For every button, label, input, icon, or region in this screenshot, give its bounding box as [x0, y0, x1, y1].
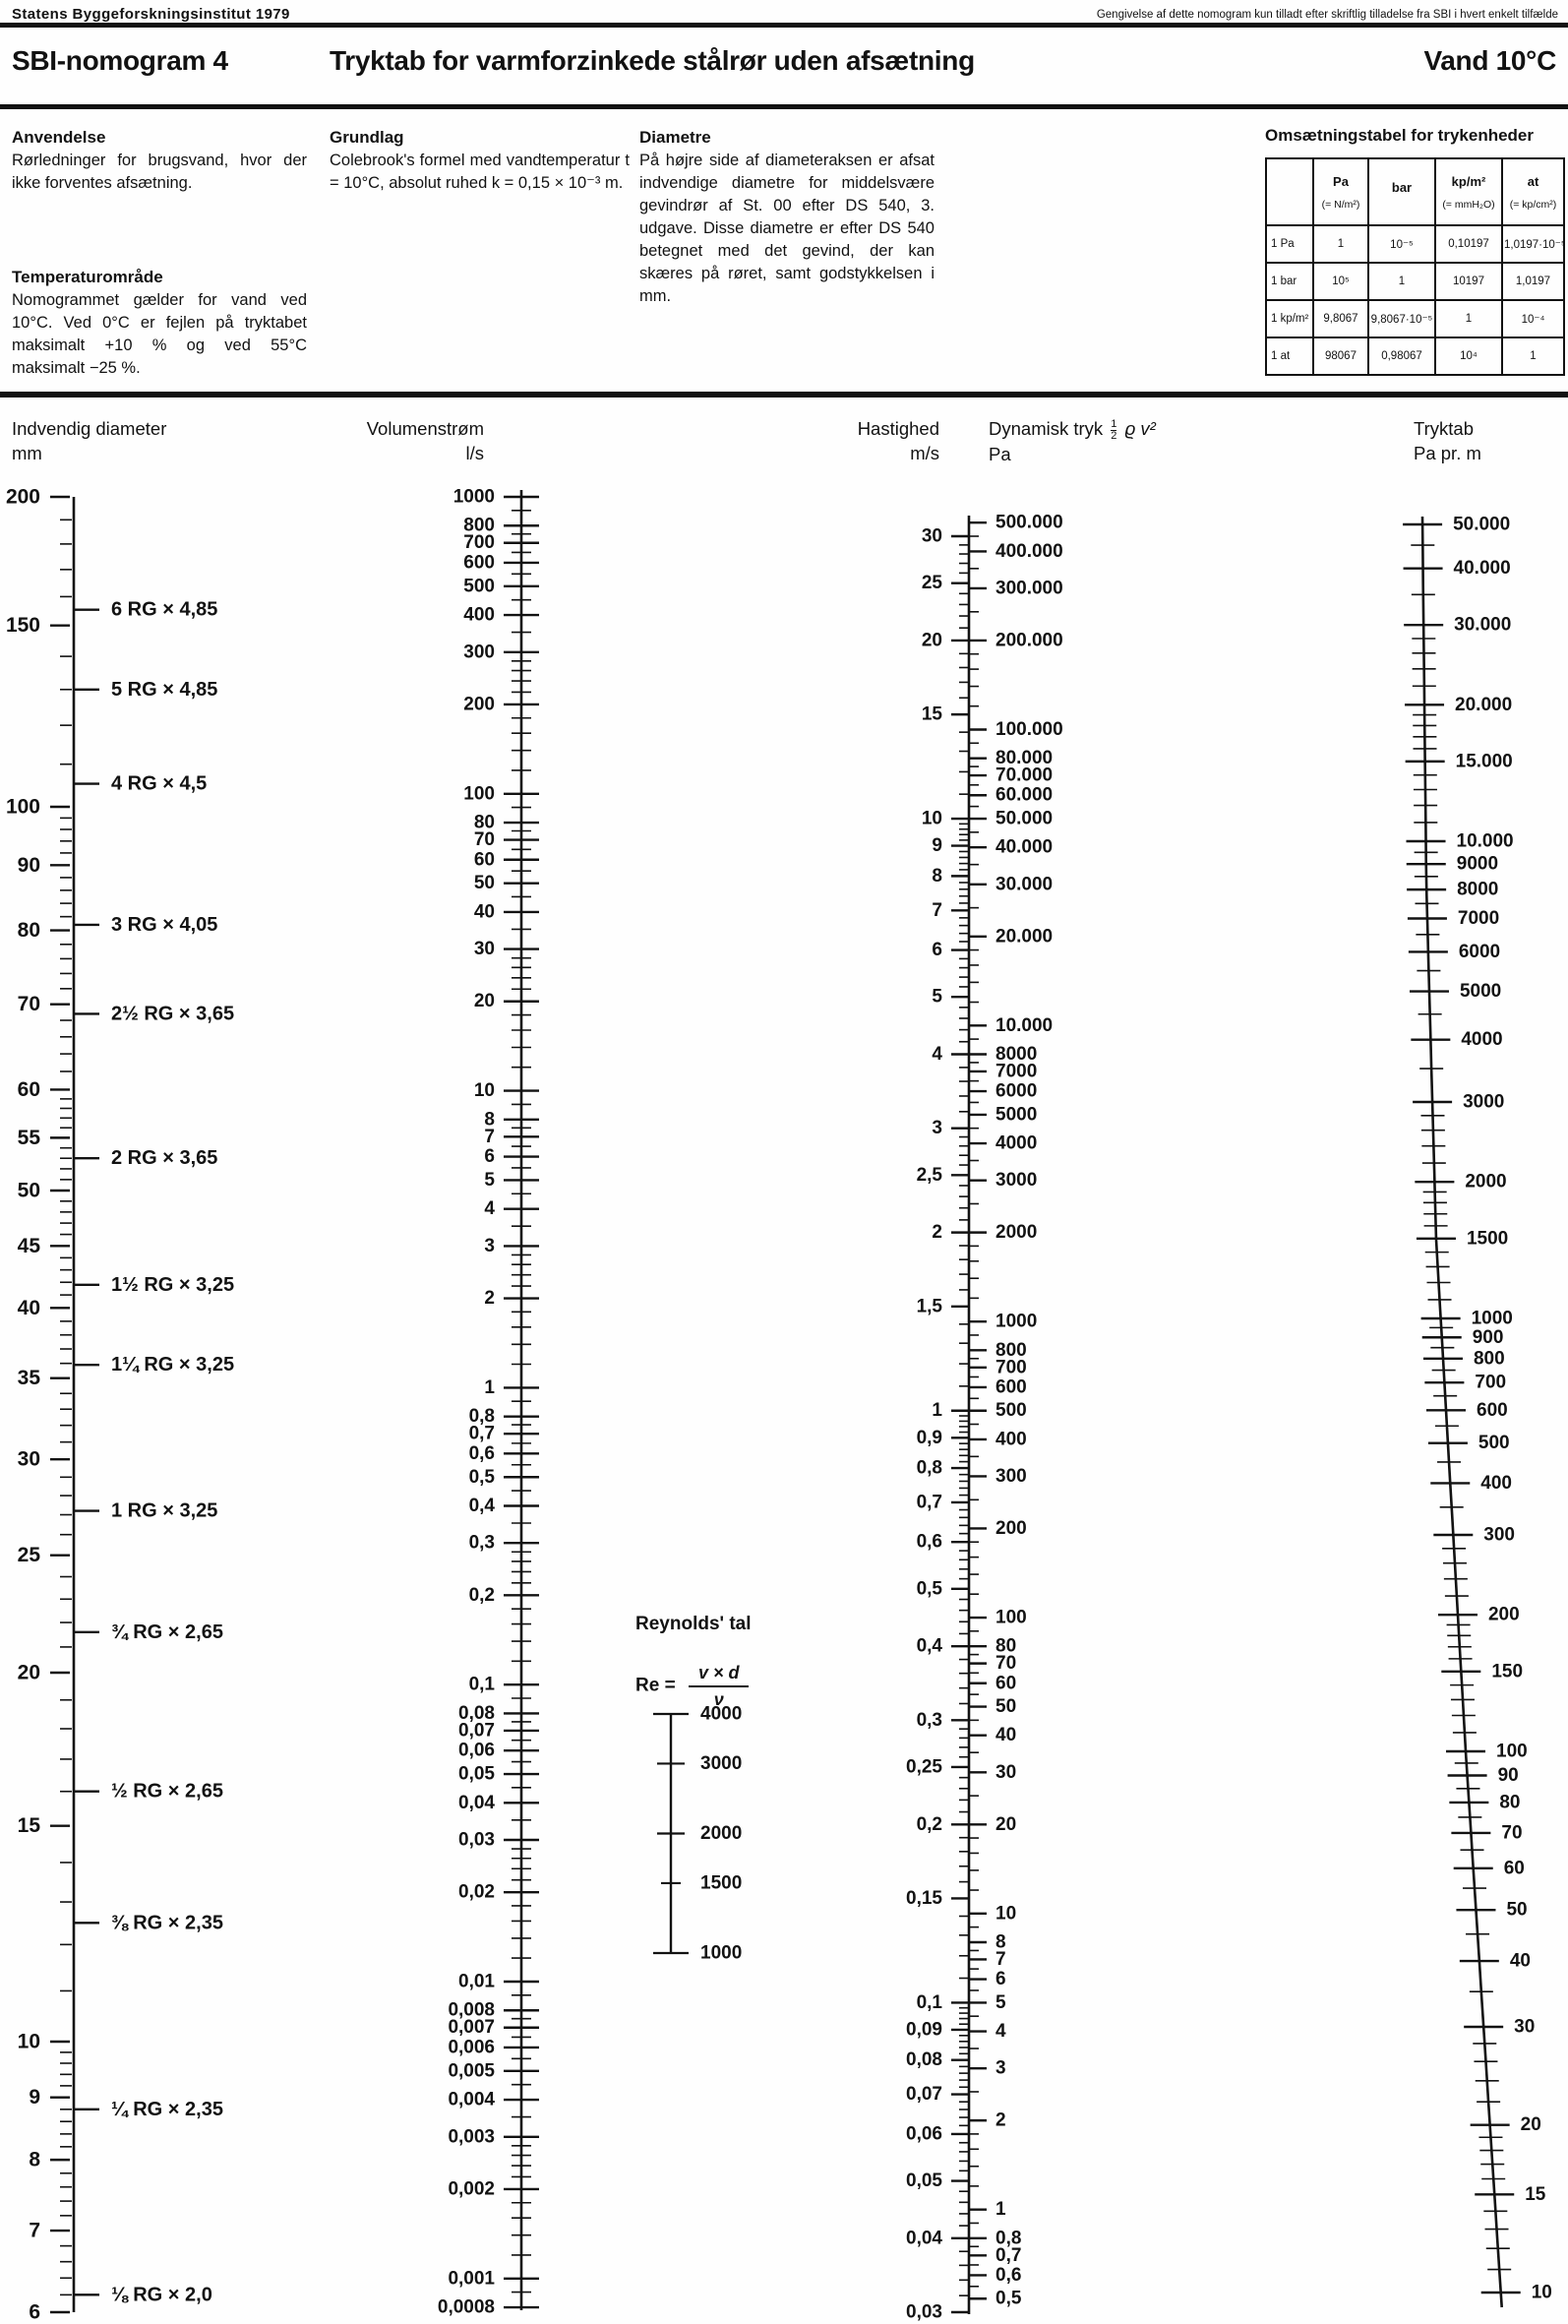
velocity-tick-label: 1,5: [916, 1296, 942, 1317]
volume-tick-label: 200: [463, 694, 495, 715]
velocity-tick-label: 0,4: [916, 1635, 942, 1657]
tryktab-tick-label: 500: [1478, 1433, 1510, 1454]
rg-thread-label: 1¼ RG × 3,25: [111, 1354, 235, 1376]
velocity-tick-label: 3: [932, 1118, 942, 1139]
dynamic-pressure-tick-label: 300: [995, 1465, 1027, 1487]
diameter-tick-label: 70: [17, 993, 40, 1016]
tryktab-tick-label: 10.000: [1456, 830, 1514, 852]
velocity-tick-label: 30: [921, 525, 942, 547]
volume-tick-label: 6: [484, 1146, 495, 1168]
volume-tick-label: 0,4: [468, 1495, 495, 1516]
dynamic-pressure-tick-label: 600: [995, 1376, 1027, 1398]
dynamic-pressure-tick-label: 0,6: [995, 2264, 1022, 2286]
volume-tick-label: 0,003: [448, 2126, 495, 2148]
diameter-tick-label: 45: [17, 1234, 40, 1257]
table-row-label: 1 kp/m²: [1266, 300, 1313, 337]
velocity-tick-label: 25: [921, 573, 942, 594]
velocity-tick-label: 20: [921, 630, 942, 651]
volume-tick-label: 4: [484, 1198, 495, 1220]
table-cell: 98067: [1313, 337, 1368, 375]
dynamic-pressure-tick-label: 500: [995, 1400, 1027, 1422]
volume-tick-label: 0,06: [458, 1740, 495, 1761]
dynamic-pressure-tick-label: 70.000: [995, 764, 1054, 786]
diameter-tick-label: 20: [17, 1661, 40, 1684]
tryktab-tick-label: 150: [1491, 1661, 1524, 1682]
velocity-tick-label: 0,06: [906, 2123, 942, 2145]
velocity-tick-label: 0,25: [906, 1756, 942, 1778]
tryktab-tick-label: 1500: [1466, 1228, 1509, 1250]
tryktab-tick-label: 3000: [1463, 1091, 1505, 1113]
diameter-tick-label: 90: [17, 853, 40, 877]
reynolds-tick-label: 1000: [700, 1942, 743, 1964]
volume-tick-label: 0,004: [448, 2089, 495, 2110]
dynamic-pressure-tick-label: 60.000: [995, 784, 1054, 806]
table-col-header: bar: [1368, 158, 1435, 225]
tryktab-tick-label: 30.000: [1454, 614, 1512, 636]
volume-tick-label: 1: [484, 1376, 495, 1398]
volume-tick-label: 10: [473, 1080, 495, 1102]
dynamic-pressure-tick-label: 5: [995, 1991, 1006, 2013]
velocity-tick-label: 0,3: [916, 1709, 942, 1731]
dynamic-pressure-tick-label: 50: [995, 1696, 1017, 1718]
table-cell: 1: [1313, 225, 1368, 263]
velocity-tick-label: 6: [932, 940, 942, 961]
dynamic-pressure-tick-label: 30: [995, 1761, 1017, 1783]
dynamic-pressure-tick-label: 3: [995, 2057, 1006, 2079]
volume-tick-label: 0,08: [458, 1702, 495, 1724]
rg-thread-label: 6 RG × 4,85: [111, 598, 218, 621]
dynamic-pressure-tick-label: 400: [995, 1429, 1027, 1450]
volume-tick-label: 0,6: [468, 1442, 495, 1464]
volume-tick-label: 0,02: [458, 1881, 495, 1903]
reynolds-lhs: Re =: [635, 1675, 676, 1696]
table-cell: 0,98067: [1368, 337, 1435, 375]
volume-tick-label: 0,008: [448, 1999, 495, 2021]
rg-thread-label: ¼ RG × 2,35: [111, 2098, 223, 2120]
dynamic-pressure-tick-label: 2: [995, 2110, 1006, 2131]
volume-tick-label: 70: [473, 829, 495, 851]
axis-unit: Pa pr. m: [1414, 443, 1481, 463]
volume-tick-label: 0,0008: [437, 2296, 495, 2318]
section-heading: Anvendelse: [12, 128, 106, 147]
velocity-tick-label: 7: [932, 899, 942, 921]
tryktab-tick-label: 40: [1509, 1950, 1531, 1972]
copyright-line: Gengivelse af dette nomogram kun tilladt efter skriftlig tilladelse fra SBI i hvert enkelt tilfælde: [1096, 9, 1558, 21]
diameter-tick-label: 30: [17, 1447, 40, 1471]
velocity-tick-label: 0,6: [916, 1531, 942, 1553]
volume-tick-label: 300: [463, 642, 495, 663]
velocity-tick-label: 0,8: [916, 1457, 942, 1479]
dynamic-pressure-tick-label: 20: [995, 1813, 1017, 1835]
tryktab-tick-label: 15: [1525, 2183, 1546, 2205]
dynamic-pressure-tick-label: 100.000: [995, 719, 1063, 741]
volume-tick-label: 0,002: [448, 2178, 495, 2200]
volume-tick-label: 0,7: [468, 1423, 495, 1444]
dynamic-pressure-tick-label: 3000: [995, 1170, 1038, 1192]
volume-tick-label: 0,001: [448, 2268, 495, 2290]
table-col-header: Pa (= N/m²): [1313, 158, 1368, 225]
diameter-tick-label: 35: [17, 1367, 40, 1390]
diameter-tick-label: 50: [17, 1179, 40, 1202]
table-cell: 0,10197: [1435, 225, 1502, 263]
velocity-tick-label: 15: [921, 703, 942, 725]
table-row-label: 1 Pa: [1266, 225, 1313, 263]
tryktab-tick-label: 15.000: [1455, 751, 1513, 772]
dynamic-pressure-tick-label: 4: [995, 2021, 1006, 2043]
axis-unit: l/s: [465, 443, 484, 463]
velocity-tick-label: 5: [932, 986, 942, 1008]
reynolds-title: Reynolds' tal: [635, 1614, 752, 1634]
volume-tick-label: 0,005: [448, 2060, 495, 2082]
diameter-tick-label: 9: [29, 2086, 40, 2110]
dynamic-pressure-tick-label: 80: [995, 1635, 1017, 1657]
rg-thread-label: 2 RG × 3,65: [111, 1147, 218, 1170]
tryktab-tick-label: 6000: [1458, 941, 1501, 962]
reynolds-numerator: v × d: [697, 1663, 740, 1682]
tryktab-tick-label: 40.000: [1453, 558, 1511, 580]
tryktab-tick-label: 90: [1497, 1765, 1519, 1787]
tryktab-tick-label: 2000: [1465, 1171, 1507, 1193]
dynamic-pressure-tick-label: 400.000: [995, 540, 1063, 562]
diameter-tick-label: 7: [29, 2219, 40, 2242]
section-body: På højre side af diameteraksen er afsat indvendige diametre for middelsvære gevindrør af St. 00 efter DS 540, 3. udgave. Disse diametre er efter DS 540 betegnet med det gevind, der kan skæres på røret, samt godstykkelsen i mm.: [639, 152, 935, 305]
tryktab-tick-label: 1000: [1471, 1308, 1513, 1329]
tryktab-tick-label: 4000: [1461, 1029, 1503, 1051]
volume-tick-label: 3: [484, 1235, 495, 1256]
dynamic-pressure-tick-label: 1000: [995, 1311, 1038, 1332]
dynamic-pressure-tick-label: 0,7: [995, 2244, 1022, 2266]
tryktab-tick-label: 60: [1503, 1858, 1525, 1879]
tryktab-tick-label: 10: [1531, 2282, 1552, 2303]
dynamic-pressure-tick-label: 30.000: [995, 874, 1054, 895]
volume-tick-label: 0,3: [468, 1532, 495, 1554]
volume-tick-label: 0,05: [458, 1763, 495, 1785]
table-col-header: kp/m² (= mmH₂O): [1435, 158, 1502, 225]
volume-tick-label: 0,8: [468, 1406, 495, 1428]
velocity-tick-label: 2,5: [916, 1164, 942, 1186]
section-heading: Grundlag: [330, 128, 404, 147]
diameter-tick-label: 10: [17, 2030, 40, 2053]
table-row-label: 1 at: [1266, 337, 1313, 375]
velocity-tick-label: 0,08: [906, 2049, 942, 2071]
page-title-right: Vand 10°C: [1423, 45, 1556, 76]
table-cell: 1,0197: [1502, 263, 1564, 300]
axis-title-text: Dynamisk tryk: [989, 418, 1104, 439]
rg-thread-label: ⅜ RG × 2,35: [111, 1912, 223, 1934]
rg-thread-label: 3 RG × 4,05: [111, 913, 218, 936]
velocity-tick-label: 1: [932, 1400, 942, 1422]
dynamic-pressure-tick-label: 4000: [995, 1132, 1038, 1154]
volume-tick-label: 0,007: [448, 2017, 495, 2039]
volume-tick-label: 0,5: [468, 1466, 495, 1488]
diameter-tick-label: 80: [17, 919, 40, 943]
table-cell: 10⁵: [1313, 263, 1368, 300]
diameter-tick-label: 25: [17, 1544, 40, 1567]
tryktab-tick-label: 5000: [1459, 981, 1502, 1003]
velocity-tick-label: 9: [932, 835, 942, 857]
dynamic-pressure-tick-label: 700: [995, 1357, 1027, 1378]
tryktab-tick-label: 100: [1496, 1741, 1528, 1762]
diameter-tick-label: 150: [5, 614, 40, 638]
rg-thread-label: 1½ RG × 3,25: [111, 1273, 235, 1296]
volume-tick-label: 800: [463, 515, 495, 536]
volume-tick-label: 30: [473, 939, 495, 960]
axis-unit: mm: [12, 443, 42, 463]
velocity-tick-label: 0,09: [906, 2019, 942, 2041]
tryktab-tick-label: 9000: [1456, 853, 1499, 875]
table-cell: 10⁻⁵: [1368, 225, 1435, 263]
rg-thread-label: 5 RG × 4,85: [111, 678, 218, 701]
rg-thread-label: ½ RG × 2,65: [111, 1780, 223, 1803]
dynamic-pressure-tick-label: 40.000: [995, 836, 1054, 858]
section-heading: Diametre: [639, 128, 711, 147]
rg-thread-label: 4 RG × 4,5: [111, 772, 208, 795]
diameter-tick-label: 40: [17, 1296, 40, 1319]
volume-tick-label: 40: [473, 901, 495, 923]
diameter-tick-label: 15: [17, 1814, 40, 1838]
volume-tick-label: 0,1: [468, 1674, 495, 1695]
volume-tick-label: 0,006: [448, 2037, 495, 2058]
section-body: Nomogrammet gælder for vand ved 10°C. Ved 0°C er fejlen på tryktabet maksimalt +10 % og ved 55°C maksimalt −25 %.: [12, 291, 307, 377]
volume-tick-label: 600: [463, 552, 495, 574]
table-cell: 9,8067·10⁻⁵: [1368, 300, 1435, 337]
conversion-table-title: Omsætningstabel for trykenheder: [1265, 126, 1535, 145]
volume-tick-label: 8: [484, 1109, 495, 1131]
velocity-tick-label: 0,7: [916, 1492, 942, 1513]
tryktab-tick-label: 900: [1472, 1326, 1504, 1348]
velocity-tick-label: 0,5: [916, 1578, 942, 1600]
volume-tick-label: 100: [463, 783, 495, 805]
velocity-tick-label: 0,9: [916, 1427, 942, 1448]
volume-tick-label: 400: [463, 604, 495, 626]
reynolds-tick-label: 3000: [700, 1752, 743, 1774]
dynamic-pressure-tick-label: 2000: [995, 1222, 1038, 1244]
table-cell: 10⁻⁴: [1502, 300, 1564, 337]
velocity-tick-label: 0,07: [906, 2084, 942, 2106]
volume-tick-label: 7: [484, 1126, 495, 1147]
dynamic-pressure-tick-label: 0,8: [995, 2228, 1022, 2249]
rg-thread-label: 2½ RG × 3,65: [111, 1003, 235, 1025]
velocity-tick-label: 2: [932, 1222, 942, 1244]
axis-unit: Pa: [989, 443, 1011, 464]
dynamic-pressure-tick-label: 60: [995, 1673, 1017, 1694]
tryktab-tick-label: 400: [1480, 1472, 1512, 1494]
tryktab-tick-label: 80: [1499, 1792, 1521, 1813]
velocity-tick-label: 0,05: [906, 2171, 942, 2192]
diameter-tick-label: 6: [29, 2300, 40, 2324]
velocity-tick-label: 8: [932, 865, 942, 887]
velocity-tick-label: 4: [932, 1043, 942, 1065]
rho-v-squared: ϱ v²: [1124, 418, 1156, 439]
dynamic-pressure-tick-label: 8: [995, 1931, 1006, 1953]
axis-title: Tryktab: [1414, 418, 1474, 439]
axis-title: Volumenstrøm: [366, 418, 484, 439]
dynamic-pressure-tick-label: 6000: [995, 1080, 1038, 1102]
volume-tick-label: 0,03: [458, 1829, 495, 1851]
velocity-tick-label: 0,04: [906, 2228, 942, 2249]
volume-tick-label: 0,07: [458, 1720, 495, 1742]
dynamic-pressure-tick-label: 5000: [995, 1104, 1038, 1126]
tryktab-tick-label: 20: [1520, 2114, 1541, 2136]
velocity-tick-label: 0,03: [906, 2301, 942, 2323]
tryktab-tick-label: 8000: [1457, 879, 1499, 900]
dynamic-pressure-tick-label: 10.000: [995, 1014, 1054, 1036]
axis-title: Hastighed: [857, 418, 939, 439]
tryktab-tick-label: 300: [1483, 1524, 1516, 1546]
table-row-label: 1 bar: [1266, 263, 1313, 300]
tryktab-tick-label: 50: [1506, 1899, 1528, 1921]
dynamic-pressure-tick-label: 70: [995, 1653, 1017, 1675]
reynolds-tick-label: 4000: [700, 1703, 743, 1725]
page-title-center: Tryktab for varmforzinkede stålrør uden afsætning: [330, 45, 975, 76]
volume-tick-label: 2: [484, 1288, 495, 1310]
dynamic-pressure-tick-label: 7: [995, 1948, 1006, 1970]
dynamic-pressure-tick-label: 0,5: [995, 2288, 1022, 2309]
volume-tick-label: 0,2: [468, 1584, 495, 1606]
diameter-tick-label: 60: [17, 1077, 40, 1101]
volume-tick-label: 0,01: [458, 1971, 495, 1992]
dynamic-pressure-tick-label: 6: [995, 1969, 1006, 1990]
volume-tick-label: 700: [463, 532, 495, 554]
dynamic-pressure-tick-label: 40: [995, 1725, 1017, 1746]
dynamic-pressure-tick-label: 8000: [995, 1043, 1038, 1065]
table-cell: 1: [1502, 337, 1564, 375]
volume-tick-label: 60: [473, 849, 495, 871]
dynamic-pressure-tick-label: 20.000: [995, 926, 1054, 948]
tryktab-tick-label: 30: [1514, 2016, 1536, 2038]
velocity-tick-label: 0,15: [906, 1887, 942, 1909]
velocity-tick-label: 0,1: [916, 1991, 942, 2013]
diameter-tick-label: 8: [29, 2148, 40, 2171]
volume-tick-label: 1000: [452, 486, 495, 508]
table-cell: 10197: [1435, 263, 1502, 300]
tryktab-tick-label: 800: [1473, 1348, 1505, 1370]
dynamic-pressure-tick-label: 200: [995, 1517, 1027, 1539]
section-heading: Temperaturområde: [12, 268, 163, 286]
dynamic-pressure-tick-label: 100: [995, 1607, 1027, 1628]
section-body: Rørledninger for brugsvand, hvor der ikke forventes afsætning.: [12, 152, 307, 192]
dynamic-pressure-tick-label: 50.000: [995, 808, 1054, 829]
axis-title: Indvendig diameter: [12, 418, 167, 439]
reynolds-tick-label: 1500: [700, 1872, 743, 1894]
reynolds-tick-label: 2000: [700, 1823, 743, 1844]
tryktab-tick-label: 7000: [1457, 908, 1500, 930]
rg-thread-label: ⅛ RG × 2,0: [111, 2284, 212, 2306]
page-title-left: SBI-nomogram 4: [12, 45, 228, 76]
volume-tick-label: 50: [473, 873, 495, 894]
velocity-tick-label: 0,2: [916, 1813, 942, 1835]
reynolds-denominator: ν: [689, 1685, 750, 1709]
axis-unit: m/s: [910, 443, 939, 463]
tryktab-tick-label: 700: [1475, 1372, 1507, 1393]
tryktab-tick-label: 20.000: [1455, 694, 1513, 715]
dynamic-pressure-tick-label: 800: [995, 1339, 1027, 1361]
rg-thread-label: 1 RG × 3,25: [111, 1499, 218, 1522]
dynamic-pressure-tick-label: 10: [995, 1903, 1017, 1925]
tryktab-tick-label: 50.000: [1453, 514, 1511, 535]
table-cell: 1: [1368, 263, 1435, 300]
publisher-line: Statens Byggeforskningsinstitut 1979: [12, 6, 290, 23]
table-cell: 10⁴: [1435, 337, 1502, 375]
diameter-tick-label: 100: [5, 795, 40, 819]
tryktab-tick-label: 70: [1501, 1822, 1523, 1844]
dynamic-pressure-tick-label: 7000: [995, 1061, 1038, 1082]
volume-tick-label: 0,04: [458, 1792, 495, 1813]
volume-tick-label: 5: [484, 1169, 495, 1191]
tryktab-tick-label: 200: [1487, 1604, 1520, 1625]
one-half-fraction: $\frac{1}{2}$: [1111, 417, 1117, 442]
diameter-tick-label: 200: [5, 485, 40, 509]
table-col-header: at (= kp/cm²): [1502, 158, 1564, 225]
dynamic-pressure-tick-label: 500.000: [995, 512, 1063, 533]
rg-thread-label: ¾ RG × 2,65: [111, 1621, 223, 1643]
volume-tick-label: 80: [473, 812, 495, 833]
volume-tick-label: 20: [473, 991, 495, 1012]
table-cell: 1: [1435, 300, 1502, 337]
dynamic-pressure-tick-label: 300.000: [995, 578, 1063, 599]
diameter-tick-label: 55: [17, 1126, 40, 1149]
velocity-tick-label: 10: [921, 808, 942, 829]
table-cell: 1,0197·10⁻⁵: [1502, 225, 1564, 263]
dynamic-pressure-tick-label: 80.000: [995, 748, 1054, 769]
volume-tick-label: 500: [463, 576, 495, 597]
section-body: Colebrook's formel med vandtemperatur t = 10°C, absolut ruhed k = 0,15 × 10⁻³ m.: [330, 152, 630, 192]
dynamic-pressure-tick-label: 1: [995, 2199, 1006, 2221]
tryktab-tick-label: 600: [1477, 1399, 1508, 1421]
dynamic-pressure-tick-label: 200.000: [995, 630, 1063, 651]
table-cell: 9,8067: [1313, 300, 1368, 337]
